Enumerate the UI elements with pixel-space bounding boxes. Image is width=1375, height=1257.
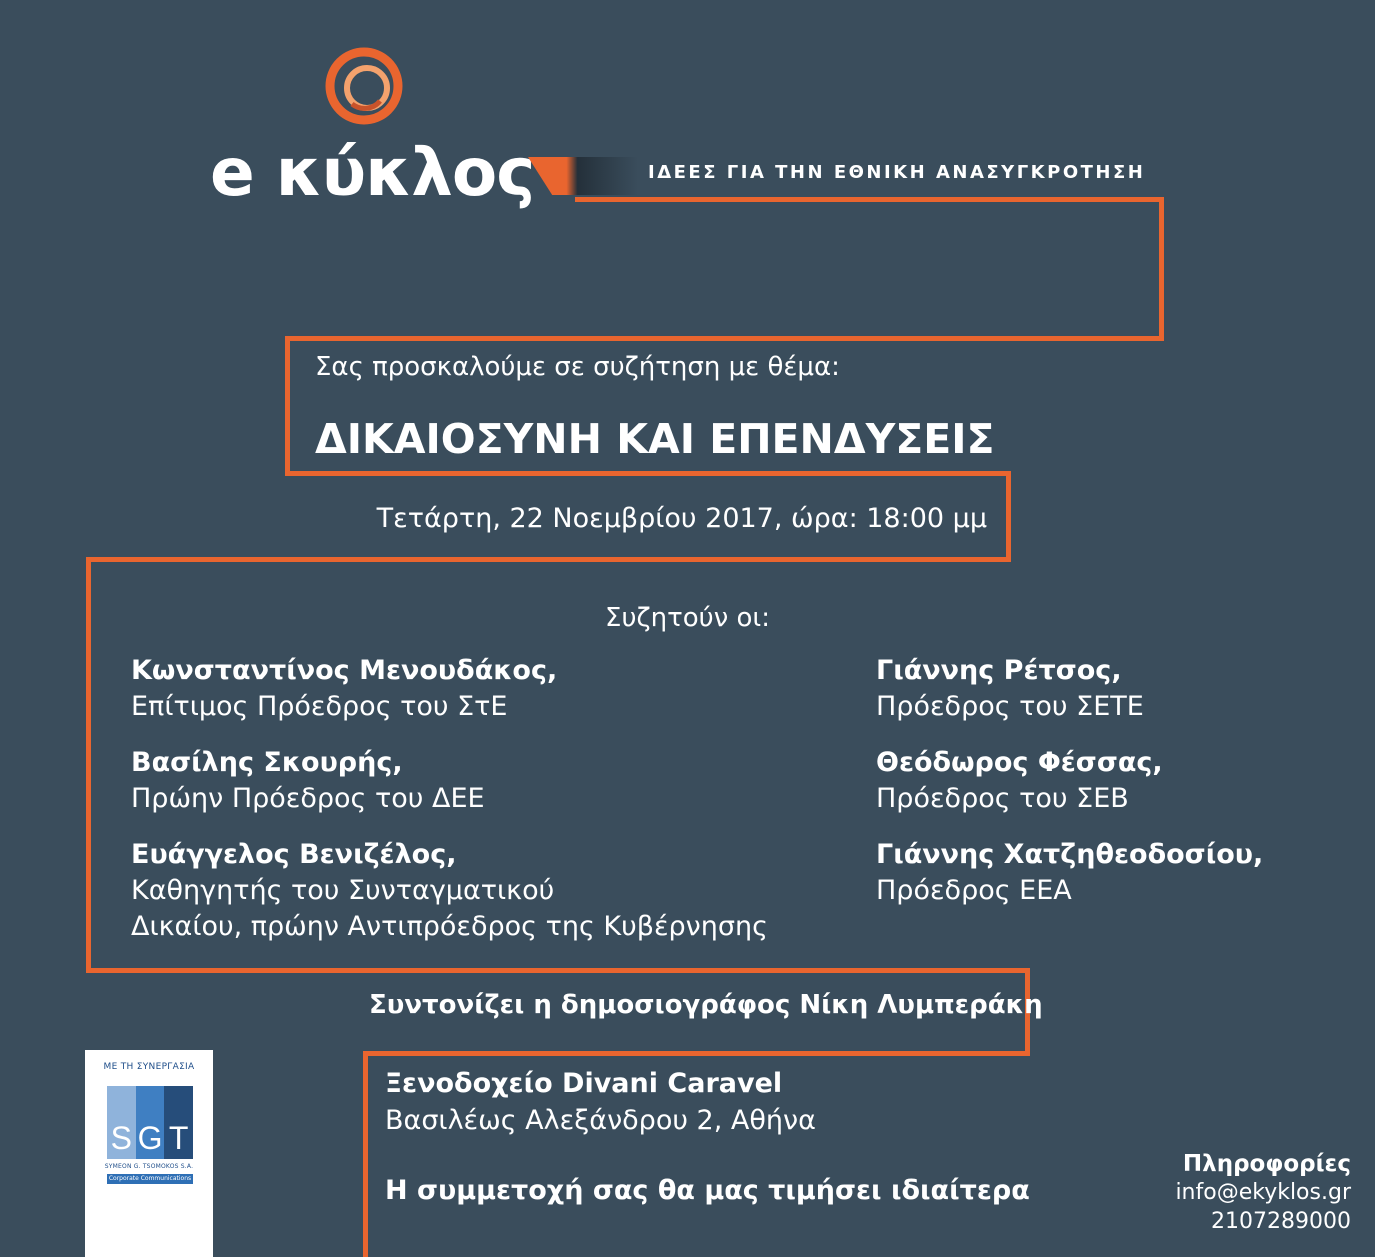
closing-line: Η συμμετοχή σας θα μας τιμήσει ιδιαίτερα: [385, 1175, 1030, 1206]
speaker-entry: [876, 653, 1144, 725]
speaker-role: Επίτιμος Πρόεδρος του ΣτΕ: [131, 691, 508, 722]
speaker-name: Γιάννης Ρέτσος,: [876, 655, 1122, 686]
info-title: Πληροφορίες: [1182, 1151, 1351, 1177]
speaker-role: Πρόεδρος ΕΕΑ: [876, 875, 1072, 906]
event-topic: ΔΙΚΑΙΟΣΥΝΗ ΚΑΙ ΕΠΕΝΔΥΣΕΙΣ: [315, 415, 995, 463]
sgt-letter: G: [137, 1120, 163, 1156]
info-email[interactable]: info@ekyklos.gr: [1175, 1180, 1351, 1205]
speaker-name: Βασίλης Σκουρής,: [131, 747, 403, 778]
venue-address: Βασιλέως Αλεξάνδρου 2, Αθήνα: [385, 1105, 816, 1136]
speaker-role: Πρόεδρος του ΣΕΤΕ: [876, 691, 1144, 722]
speaker-name: Ευάγγελος Βενιζέλος,: [131, 839, 457, 870]
speaker-name: Κωνσταντίνος Μενουδάκος,: [131, 655, 558, 686]
speaker-name: Γιάννης Χατζηθεοδοσίου,: [876, 839, 1264, 870]
speaker-entry: [876, 745, 1163, 817]
sponsor-division: Corporate Communications: [108, 1175, 192, 1182]
speaker-role: Πρόεδρος του ΣΕΒ: [876, 783, 1129, 814]
venue-name: Ξενοδοχείο Divani Caravel: [385, 1068, 783, 1099]
sponsor-card: [85, 1050, 213, 1257]
sgt-letter: T: [168, 1120, 189, 1156]
tagline-accent-bar: [528, 157, 638, 195]
speakers-heading: Συζητούν οι:: [605, 603, 770, 633]
brand-tagline: ΙΔΕΕΣ ΓΙΑ ΤΗΝ ΕΘΝΙΚΗ ΑΝΑΣΥΓΚΡΟΤΗΣΗ: [648, 162, 1146, 183]
orange-swirl-icon: [324, 46, 404, 126]
speaker-role: Πρώην Πρόεδρος του ΔΕΕ: [131, 783, 485, 814]
invitation-intro: Σας προσκαλούμε σε συζήτηση με θέμα:: [315, 352, 840, 382]
info-phone[interactable]: 2107289000: [1211, 1209, 1351, 1234]
speaker-entry: [876, 837, 1263, 909]
speaker-role: Καθηγητής του Συνταγματικού: [131, 875, 555, 906]
speaker-entry: [131, 837, 768, 945]
speaker-role: Δικαίου, πρώην Αντιπρόεδρος της Κυβέρνησης: [131, 911, 768, 942]
speaker-name: Θεόδωρος Φέσσας,: [876, 747, 1163, 778]
moderator-line: Συντονίζει η δημοσιογράφος Νίκη Λυμπεράκη: [369, 990, 1043, 1020]
sponsor-caption: ΜΕ ΤΗ ΣΥΝΕΡΓΑΣΙΑ: [103, 1062, 195, 1072]
sgt-letter: S: [110, 1120, 132, 1156]
event-datetime: Τετάρτη, 22 Νοεμβρίου 2017, ώρα: 18:00 μμ: [376, 503, 987, 534]
speaker-entry: [131, 745, 485, 817]
info-block: [1175, 1150, 1351, 1236]
sgt-logo-letters: [107, 1120, 193, 1156]
sponsor-company: SYMEON G. TSOMOKOS S.A.: [104, 1163, 194, 1170]
speaker-entry: [131, 653, 557, 725]
brand-wordmark: e κύκλος: [210, 134, 535, 211]
